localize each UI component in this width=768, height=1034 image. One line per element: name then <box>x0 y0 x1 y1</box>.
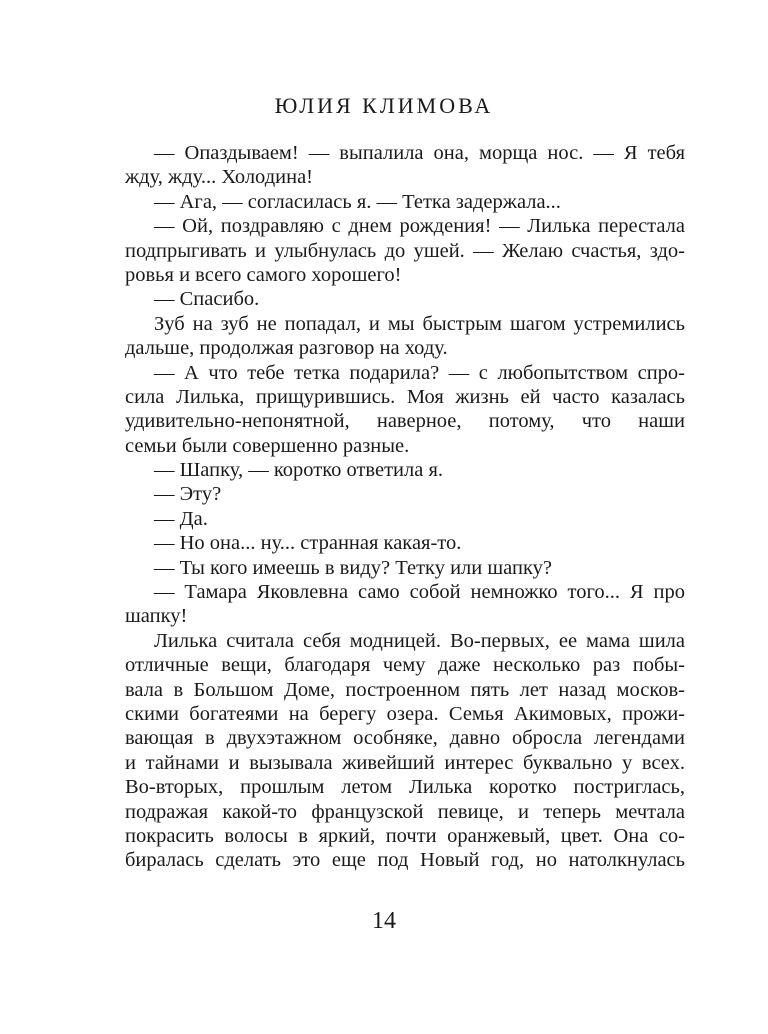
text-line: Зуб на зуб не попадал, и мы быстрым шагом устремились <box>154 312 685 335</box>
text-line: ровья и всего самого хорошего! <box>125 263 402 286</box>
text-line: и тайнами и вызывала живейший интерес буквально у всех. <box>125 751 685 774</box>
text-line: — Ты кого имеешь в виду? Тетку или шапку? <box>154 556 552 579</box>
text-line: вала в Большом Доме, построенном пять лет назад москов- <box>125 678 685 701</box>
text-line: — Тамара Яковлевна само собой немножко того... Я про <box>154 581 685 604</box>
text-line: — Опаздываем! — выпалила она, морща нос. — Я тебя <box>154 142 685 164</box>
text-line: подражая какой-то французской певице, и теперь мечтала <box>125 800 685 823</box>
text-line: — Эту? <box>154 483 222 506</box>
text-line: дальше, продолжая разговор на ходу. <box>125 337 448 360</box>
text-line: — Да. <box>154 507 208 530</box>
text-line: сила Лилька, прищурившись. Моя жизнь ей часто казалась <box>125 385 685 408</box>
text-line: подпрыгивать и улыбнулась до ушей. — Желаю счастья, здо- <box>125 239 685 262</box>
text-line: — Ой, поздравляю с днем рождения! — Лилька перестала <box>154 215 685 238</box>
text-line: Во-вторых, прошлым летом Лилька коротко постриглась, <box>125 776 685 799</box>
text-line: шапку! <box>125 605 188 628</box>
text-line: — А что тебе тетка подарила? — с любопытством спро- <box>154 361 685 384</box>
text-line: биралась сделать это еще под Новый год, но натолкнулась <box>125 849 685 872</box>
page-number: 14 <box>372 908 396 934</box>
text-line: — Шапку, — коротко ответила я. <box>154 459 444 482</box>
text-line: удивительно-непонятной, наверное, потому, что наши <box>125 410 685 433</box>
text-line: — Ага, — согласилась я. — Тетка задержала... <box>154 190 561 213</box>
text-line: семьи были совершенно разные. <box>125 434 410 457</box>
text-line: покрасить волосы в яркий, почти оранжевый, цвет. Она со- <box>125 824 685 847</box>
text-line: — Но она... ну... странная какая-то. <box>154 532 462 555</box>
text-line: отличные вещи, благодаря чему даже несколько раз побы- <box>125 654 685 677</box>
running-head: ЮЛИЯ КЛИМОВА <box>274 93 494 118</box>
body-text <box>125 141 685 873</box>
text-line: — Спасибо. <box>154 288 260 311</box>
text-line: вающая в двухэтажном особняке, давно обросла легендами <box>125 727 685 750</box>
text-line: скими богатеями на берегу озера. Семья Акимовых, прожи- <box>125 702 685 725</box>
text-line: Лилька считала себя модницей. Во-первых, ее мама шила <box>154 629 685 652</box>
text-line: жду, жду... Холодина! <box>125 166 314 189</box>
